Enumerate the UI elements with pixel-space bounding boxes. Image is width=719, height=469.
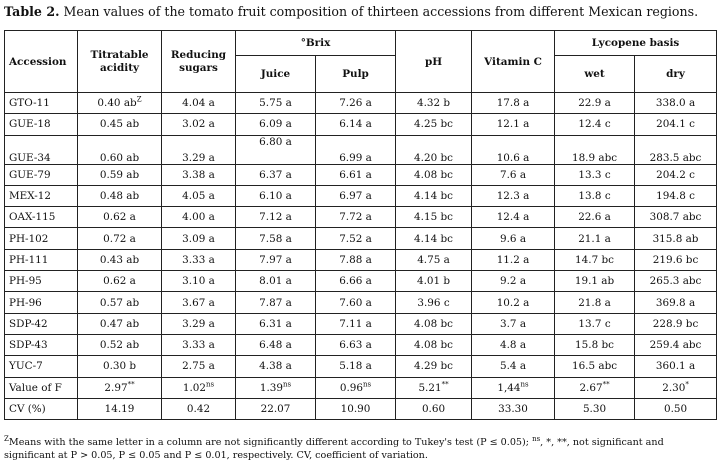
cell-lycopene-dry: 204.2 c [635, 164, 717, 185]
f-pulp: $0.96^{ns}$ [316, 377, 396, 398]
table-row [5, 164, 717, 185]
cell-pulp: 5.18 a [316, 356, 396, 377]
cell-lycopene-dry: 315.8 ab [635, 228, 717, 249]
header-wet: wet [555, 56, 635, 93]
row-label-cv: CV (%) [5, 398, 78, 419]
cell-titratable-acidity: 0.52 ab [78, 334, 162, 355]
cell-titratable-acidity: 0.43 ab [78, 249, 162, 270]
cell-vitamin-c: 10.2 a [472, 292, 555, 313]
table-row [5, 249, 717, 270]
cv-vitamin-c: 33.30 [472, 398, 555, 419]
cell-reducing-sugars: 4.04 a [162, 93, 236, 114]
cell-vitamin-c: 12.3 a [472, 185, 555, 206]
cell-vitamin-c: 10.6 a [472, 135, 555, 164]
cell-juice: 6.31 a [236, 313, 316, 334]
cell-ph: 4.25 bc [396, 114, 472, 135]
cell-ph: 4.08 bc [396, 164, 472, 185]
cell-pulp: 6.61 a [316, 164, 396, 185]
cell-juice: 6.48 a [236, 334, 316, 355]
cell-pulp: 7.72 a [316, 207, 396, 228]
cv-titratable-acidity: 14.19 [78, 398, 162, 419]
table-row [5, 356, 717, 377]
cell-ph: 3.96 c [396, 292, 472, 313]
cell-juice: 5.75 a [236, 93, 316, 114]
table-row [5, 313, 717, 334]
table-title: Mean values of the tomato fruit composition of thirteen accessions from different Mexican regions. [63, 4, 699, 19]
cell-ph: 4.14 bc [396, 228, 472, 249]
cell-lycopene-wet: 16.5 abc [555, 356, 635, 377]
cell-juice: 7.12 a [236, 207, 316, 228]
cell-lycopene-wet: 18.9 abc [555, 135, 635, 164]
cell-lycopene-wet: 22.9 a [555, 93, 635, 114]
cell-vitamin-c: 12.4 a [472, 207, 555, 228]
cell-vitamin-c: 17.8 a [472, 93, 555, 114]
cell-accession: GUE-34 [5, 135, 78, 164]
header-dry: dry [635, 56, 717, 93]
cell-titratable-acidity: 0.47 ab [78, 313, 162, 334]
cell-ph: 4.01 b [396, 271, 472, 292]
cell-lycopene-wet: 21.8 a [555, 292, 635, 313]
f-titratable-acidity: 2.97** [78, 377, 162, 398]
cell-accession: MEX-12 [5, 185, 78, 206]
cell-lycopene-wet: 13.8 c [555, 185, 635, 206]
cv-pulp: 10.90 [316, 398, 396, 419]
cell-pulp: 6.97 a [316, 185, 396, 206]
cell-titratable-acidity: 0.48 ab [78, 185, 162, 206]
cv-ph: 0.60 [396, 398, 472, 419]
cell-accession: PH-111 [5, 249, 78, 270]
cell-vitamin-c: 5.4 a [472, 356, 555, 377]
cell-lycopene-dry: 204.1 c [635, 114, 717, 135]
f-juice: $1.39^{ns}$ [236, 377, 316, 398]
cell-vitamin-c: 4.8 a [472, 334, 555, 355]
cell-vitamin-c: 12.1 a [472, 114, 555, 135]
cell-lycopene-wet: 15.8 bc [555, 334, 635, 355]
cell-titratable-acidity: 0.60 ab [78, 135, 162, 164]
f-lycopene-wet: 2.67** [555, 377, 635, 398]
table-row [5, 185, 717, 206]
cell-ph: 4.75 a [396, 249, 472, 270]
table-row [5, 135, 717, 164]
cell-titratable-acidity: 0.59 ab [78, 164, 162, 185]
cell-juice: 6.10 a [236, 185, 316, 206]
cell-accession: PH-95 [5, 271, 78, 292]
cell-reducing-sugars: 4.00 a [162, 207, 236, 228]
cell-lycopene-dry: 219.6 bc [635, 249, 717, 270]
cell-reducing-sugars: 3.10 a [162, 271, 236, 292]
cell-ph: 4.15 bc [396, 207, 472, 228]
header-titratable-acidity: Titratable acidity [78, 31, 162, 93]
cell-titratable-acidity: 0.40 $ab^Z$ [78, 93, 162, 114]
cell-juice: 7.87 a [236, 292, 316, 313]
cell-titratable-acidity: 0.62 a [78, 271, 162, 292]
cell-reducing-sugars: 2.75 a [162, 356, 236, 377]
cell-lycopene-wet: 22.6 a [555, 207, 635, 228]
cell-lycopene-dry: 308.7 abc [635, 207, 717, 228]
cell-ph: 4.14 bc [396, 185, 472, 206]
f-reducing-sugars: $1.02^{ns}$ [162, 377, 236, 398]
cell-juice: 7.58 a [236, 228, 316, 249]
cell-lycopene-wet: 13.7 c [555, 313, 635, 334]
cell-lycopene-dry: 265.3 abc [635, 271, 717, 292]
table-row [5, 93, 717, 114]
cell-lycopene-wet: 12.4 c [555, 114, 635, 135]
cv-reducing-sugars: 0.42 [162, 398, 236, 419]
cell-lycopene-dry: 194.8 c [635, 185, 717, 206]
cell-lycopene-wet: 13.3 c [555, 164, 635, 185]
cell-reducing-sugars: 3.09 a [162, 228, 236, 249]
table-row [5, 292, 717, 313]
cell-titratable-acidity: 0.57 ab [78, 292, 162, 313]
cell-accession: GTO-11 [5, 93, 78, 114]
header-lycopene: Lycopene basis [555, 31, 717, 56]
cell-titratable-acidity: 0.30 b [78, 356, 162, 377]
cell-pulp: 6.99 a [316, 135, 396, 164]
cell-reducing-sugars: 3.38 a [162, 164, 236, 185]
cell-pulp: 6.63 a [316, 334, 396, 355]
cell-accession: SDP-42 [5, 313, 78, 334]
table-body [5, 93, 717, 420]
cv-lycopene-dry: 0.50 [635, 398, 717, 419]
cell-reducing-sugars: 4.05 a [162, 185, 236, 206]
cv-juice: 22.07 [236, 398, 316, 419]
cell-accession: PH-96 [5, 292, 78, 313]
cell-vitamin-c: 11.2 a [472, 249, 555, 270]
f-ph: 5.21** [396, 377, 472, 398]
cell-reducing-sugars: 3.29 a [162, 313, 236, 334]
row-label-value-of-f: Value of F [5, 377, 78, 398]
f-lycopene-dry: 2.30* [635, 377, 717, 398]
cell-pulp: 7.88 a [316, 249, 396, 270]
cell-vitamin-c: 9.2 a [472, 271, 555, 292]
cell-ph: 4.29 bc [396, 356, 472, 377]
cell-accession: GUE-18 [5, 114, 78, 135]
cell-lycopene-wet: 19.1 ab [555, 271, 635, 292]
table-row [5, 207, 717, 228]
cell-pulp: 7.26 a [316, 93, 396, 114]
cell-lycopene-dry: 259.4 abc [635, 334, 717, 355]
cell-accession: SDP-43 [5, 334, 78, 355]
cell-pulp: 6.66 a [316, 271, 396, 292]
cell-ph: 4.08 bc [396, 334, 472, 355]
cell-juice: 7.97 a [236, 249, 316, 270]
cell-vitamin-c: 3.7 a [472, 313, 555, 334]
table-row [5, 228, 717, 249]
cell-juice: 6.37 a [236, 164, 316, 185]
header-reducing-sugars: Reducing sugars [162, 31, 236, 93]
table-caption [4, 4, 716, 20]
cell-pulp: 7.11 a [316, 313, 396, 334]
cell-reducing-sugars: 3.33 a [162, 334, 236, 355]
cell-pulp: 6.14 a [316, 114, 396, 135]
header-vitamin-c: Vitamin C [472, 31, 555, 93]
cell-ph: 4.20 bc [396, 135, 472, 164]
cell-ph: 4.08 bc [396, 313, 472, 334]
cell-lycopene-dry: 283.5 abc [635, 135, 717, 164]
header-juice: Juice [236, 56, 316, 93]
header-brix: °Brix [236, 31, 396, 56]
cell-lycopene-dry: 360.1 a [635, 356, 717, 377]
table-row [5, 271, 717, 292]
cell-reducing-sugars: 3.67 a [162, 292, 236, 313]
cell-vitamin-c: 7.6 a [472, 164, 555, 185]
header-ph: pH [396, 31, 472, 93]
value-of-f-row [5, 377, 717, 398]
cell-reducing-sugars: 3.29 a [162, 135, 236, 164]
table-row [5, 114, 717, 135]
cell-juice: 4.38 a [236, 356, 316, 377]
cell-reducing-sugars: 3.33 a [162, 249, 236, 270]
cell-lycopene-dry: 228.9 bc [635, 313, 717, 334]
cell-lycopene-dry: 338.0 a [635, 93, 717, 114]
f-vitamin-c: $1,44^{ns}$ [472, 377, 555, 398]
cell-juice: 8.01 a [236, 271, 316, 292]
cv-lycopene-wet: 5.30 [555, 398, 635, 419]
cell-accession: YUC-7 [5, 356, 78, 377]
cell-accession: GUE-79 [5, 164, 78, 185]
superscript-z: Z [136, 95, 142, 104]
cell-lycopene-wet: 14.7 bc [555, 249, 635, 270]
cell-pulp: 7.60 a [316, 292, 396, 313]
cell-titratable-acidity: 0.45 ab [78, 114, 162, 135]
cv-row [5, 398, 717, 419]
composition-table [4, 30, 717, 420]
table-footnote: $^Z$Means with the same letter in a column are not significantly different according to Tukey's test (P ≤ 0.05); $^{ns}$, *, **, not significant and significant at P > 0.05, P ≤ 0.05 and P ≤ 0.01, respectively. CV, coefficient of variation. [4, 434, 664, 461]
cell-lycopene-dry: 369.8 a [635, 292, 717, 313]
cell-pulp: 7.52 a [316, 228, 396, 249]
header-row-top [5, 31, 717, 56]
cell-titratable-acidity: 0.72 a [78, 228, 162, 249]
header-accession: Accession [5, 31, 78, 93]
table-label: Table 2. [4, 4, 60, 19]
cell-titratable-acidity: 0.62 a [78, 207, 162, 228]
cell-ph: 4.32 b [396, 93, 472, 114]
cell-accession: OAX-115 [5, 207, 78, 228]
cell-juice: 6.80 a [236, 135, 316, 164]
table-row [5, 334, 717, 355]
cell-lycopene-wet: 21.1 a [555, 228, 635, 249]
header-pulp: Pulp [316, 56, 396, 93]
cell-accession: PH-102 [5, 228, 78, 249]
cell-juice: 6.09 a [236, 114, 316, 135]
cell-reducing-sugars: 3.02 a [162, 114, 236, 135]
cell-vitamin-c: 9.6 a [472, 228, 555, 249]
